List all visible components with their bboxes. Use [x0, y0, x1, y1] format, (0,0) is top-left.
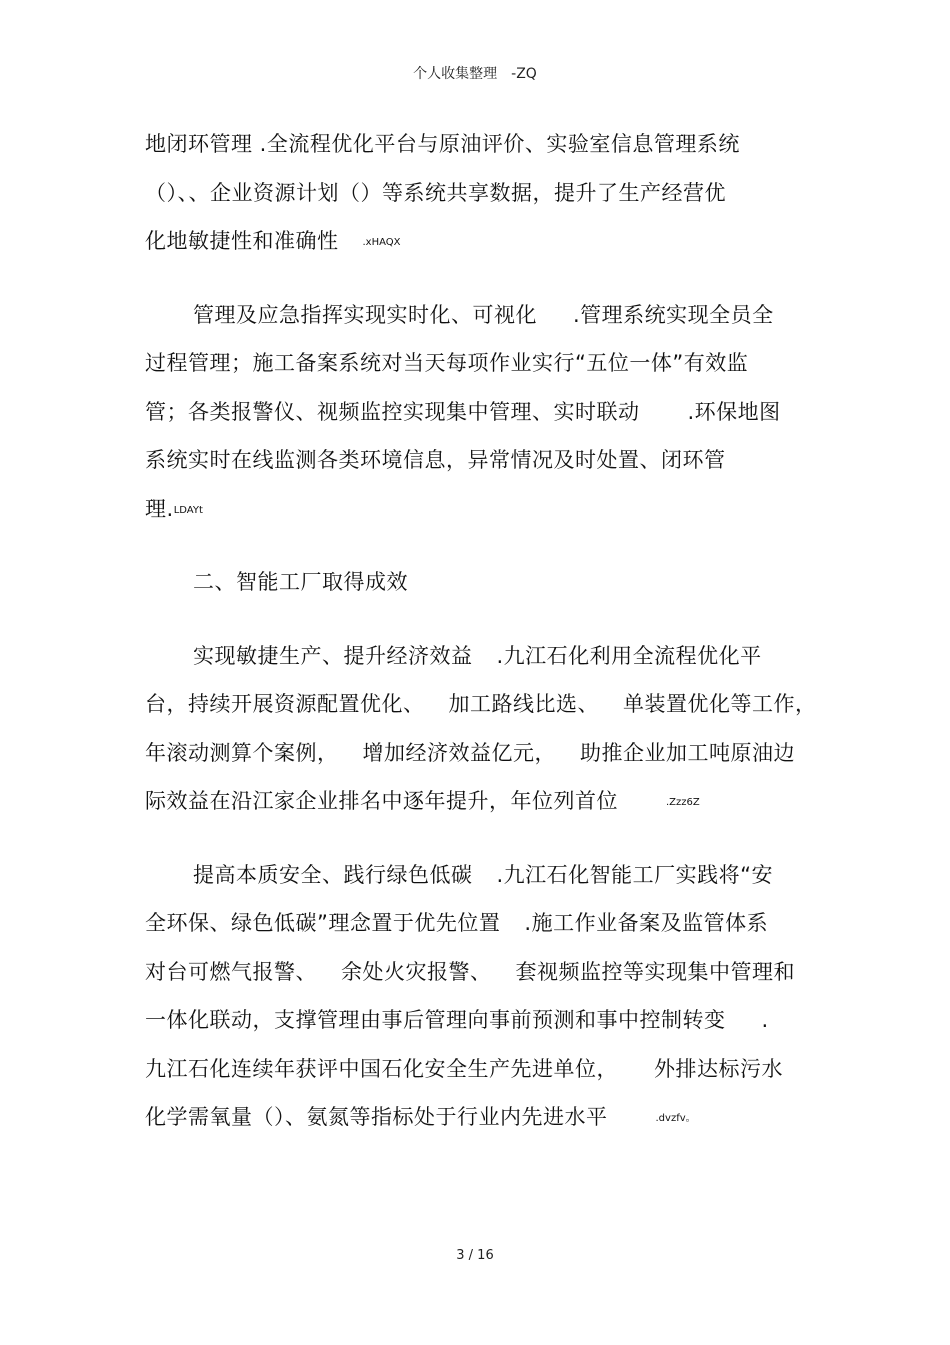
text-run: 单装置优化等工作，	[623, 692, 817, 716]
trailing-code: .dvzfv。	[655, 1113, 696, 1124]
text-run: 全环保、绿色低碳”理念置于优先位置	[145, 911, 501, 935]
text-run: 化学需氧量（）、氨氮等指标处于行业内先进水平	[145, 1105, 608, 1129]
page-header: 个人收集整理 -ZQ	[413, 66, 537, 82]
text-run: 理.	[145, 496, 174, 521]
section-heading: 二、智能工厂取得成效	[193, 570, 408, 594]
text-line	[145, 684, 817, 733]
text-line	[145, 781, 810, 830]
text-run: .管理系统实现全员全	[573, 302, 774, 327]
text-run: 外排达标污水	[654, 1056, 783, 1081]
text-run: .九江石化利用全流程优化平	[496, 643, 762, 668]
text-run: 对台可燃气报警、	[145, 959, 317, 984]
text-run: 管理及应急指挥实现实时化、可视化	[193, 302, 537, 327]
trailing-code: .Zzz6Z	[666, 797, 700, 808]
text-run: 实现敏捷生产、提升经济效益	[193, 643, 473, 668]
trailing-code: LDAYt	[173, 504, 203, 516]
text-line	[145, 1000, 810, 1049]
text-run: 九江石化连续年获评中国石化安全生产先进单位，	[145, 1056, 618, 1081]
text-run: .九江石化智能工厂实践将“安	[496, 862, 774, 887]
paragraph-1	[145, 124, 810, 270]
text-run: 年滚动测算个案例，	[145, 740, 339, 765]
text-line	[145, 392, 810, 441]
text-line	[145, 733, 810, 782]
text-run: 套视频监控等实现集中管理和	[515, 959, 795, 984]
document-body	[145, 124, 817, 1146]
text-line	[145, 636, 810, 685]
text-line	[145, 489, 810, 538]
text-line: 地闭环管理 .全流程优化平台与原油评价、实验室信息管理系统	[145, 132, 740, 156]
text-line	[145, 1049, 810, 1098]
text-run: 化地敏捷性和准确性	[145, 229, 339, 253]
text-line	[145, 855, 810, 904]
text-run: 余处火灾报警、	[341, 959, 492, 984]
trailing-code: .xHAQX	[362, 237, 401, 248]
text-line: 过程管理；施工备案系统对当天每项作业实行“五位一体”有效监	[145, 351, 749, 375]
text-run: .	[761, 1008, 769, 1032]
text-run: 提高本质安全、践行绿色低碳	[193, 862, 473, 887]
text-line	[145, 952, 810, 1001]
text-run: 加工路线比选、	[448, 692, 599, 716]
text-run: 助推企业加工吨原油边	[580, 740, 795, 765]
text-line	[145, 221, 810, 270]
text-line	[145, 903, 810, 952]
text-run: .施工作业备案及监管体系	[524, 911, 769, 935]
paragraph-2	[145, 295, 810, 538]
text-run: .环保地图	[687, 399, 781, 424]
paragraph-4	[145, 855, 810, 1146]
text-run: 台，持续开展资源配置优化、	[145, 692, 425, 716]
text-run: 增加经济效益亿元，	[362, 740, 556, 765]
text-run: 一体化联动，支撑管理由事后管理向事前预测和事中控制转变	[145, 1008, 726, 1032]
text-line: （）、、企业资源计划（）等系统共享数据，提升了生产经营优	[145, 180, 726, 205]
text-line	[145, 295, 810, 344]
paragraph-3	[145, 636, 817, 830]
text-run: 管；各类报警仪、视频监控实现集中管理、实时联动	[145, 399, 640, 424]
text-line: 系统实时在线监测各类环境信息，异常情况及时处置、闭环管	[145, 448, 726, 472]
page-number: 3 / 16	[456, 1248, 494, 1263]
text-run: 际效益在沿江家企业排名中逐年提升，年位列首位	[145, 789, 618, 813]
text-line	[145, 1097, 810, 1146]
